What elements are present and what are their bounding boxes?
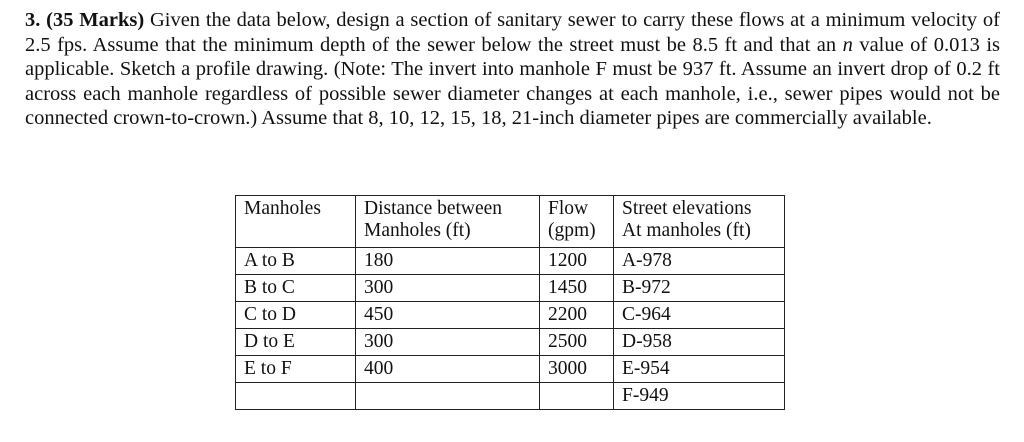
cell-distance: 300 xyxy=(356,275,540,302)
problem-marks: (35 Marks) xyxy=(46,9,145,31)
cell-flow: 3000 xyxy=(540,356,614,383)
cell-elevation: F-949 xyxy=(614,383,785,410)
cell-elevation: D-958 xyxy=(614,329,785,356)
cell-segment xyxy=(236,383,356,410)
table-header-row xyxy=(236,196,785,248)
cell-distance: 450 xyxy=(356,302,540,329)
header-manholes: Manholes xyxy=(236,196,356,248)
table-row xyxy=(236,248,785,275)
cell-distance: 400 xyxy=(356,356,540,383)
header-street-elevations: Street elevations At manholes (ft) xyxy=(614,196,785,248)
cell-segment: A to B xyxy=(236,248,356,275)
problem-statement xyxy=(25,8,1000,131)
table-row xyxy=(236,302,785,329)
n-symbol: n xyxy=(842,33,853,56)
cell-flow: 2500 xyxy=(540,329,614,356)
cell-segment: E to F xyxy=(236,356,356,383)
cell-flow: 2200 xyxy=(540,302,614,329)
table-row xyxy=(236,329,785,356)
cell-flow: 1450 xyxy=(540,275,614,302)
cell-elevation: E-954 xyxy=(614,356,785,383)
header-distance: Distance between Manholes (ft) xyxy=(356,196,540,248)
cell-segment: C to D xyxy=(236,302,356,329)
cell-distance: 300 xyxy=(356,329,540,356)
manhole-data-table xyxy=(235,195,785,410)
cell-elevation: A-978 xyxy=(614,248,785,275)
header-flow: Flow (gpm) xyxy=(540,196,614,248)
cell-distance xyxy=(356,383,540,410)
problem-text-part2: value of 0.013 is applicable. Sketch a profile drawing. (Note: The invert into manhole F must be 937 ft. Assume an invert drop of 0.2 ft across each manhole regardless of possible sewer diameter changes at each manhole, i.e., sewer pipes would not be connected crown-to-crown.) Assume that 8, 10, 12, 15, 18, 21-inch diameter pipes are commercially available. xyxy=(25,33,1000,130)
cell-flow: 1200 xyxy=(540,248,614,275)
cell-elevation: B-972 xyxy=(614,275,785,302)
table-row xyxy=(236,356,785,383)
cell-flow xyxy=(540,383,614,410)
cell-elevation: C-964 xyxy=(614,302,785,329)
cell-distance: 180 xyxy=(356,248,540,275)
problem-number: 3. xyxy=(25,9,41,31)
cell-segment: D to E xyxy=(236,329,356,356)
table-row xyxy=(236,275,785,302)
cell-segment: B to C xyxy=(236,275,356,302)
problem-text-part1: Given the data below, design a section of sanitary sewer to carry these flows at a minimum velocity of 2.5 fps. Assume that the minimum depth of the sewer below the street must be 8.5 ft and that an xyxy=(25,9,1001,56)
table-row xyxy=(236,383,785,410)
